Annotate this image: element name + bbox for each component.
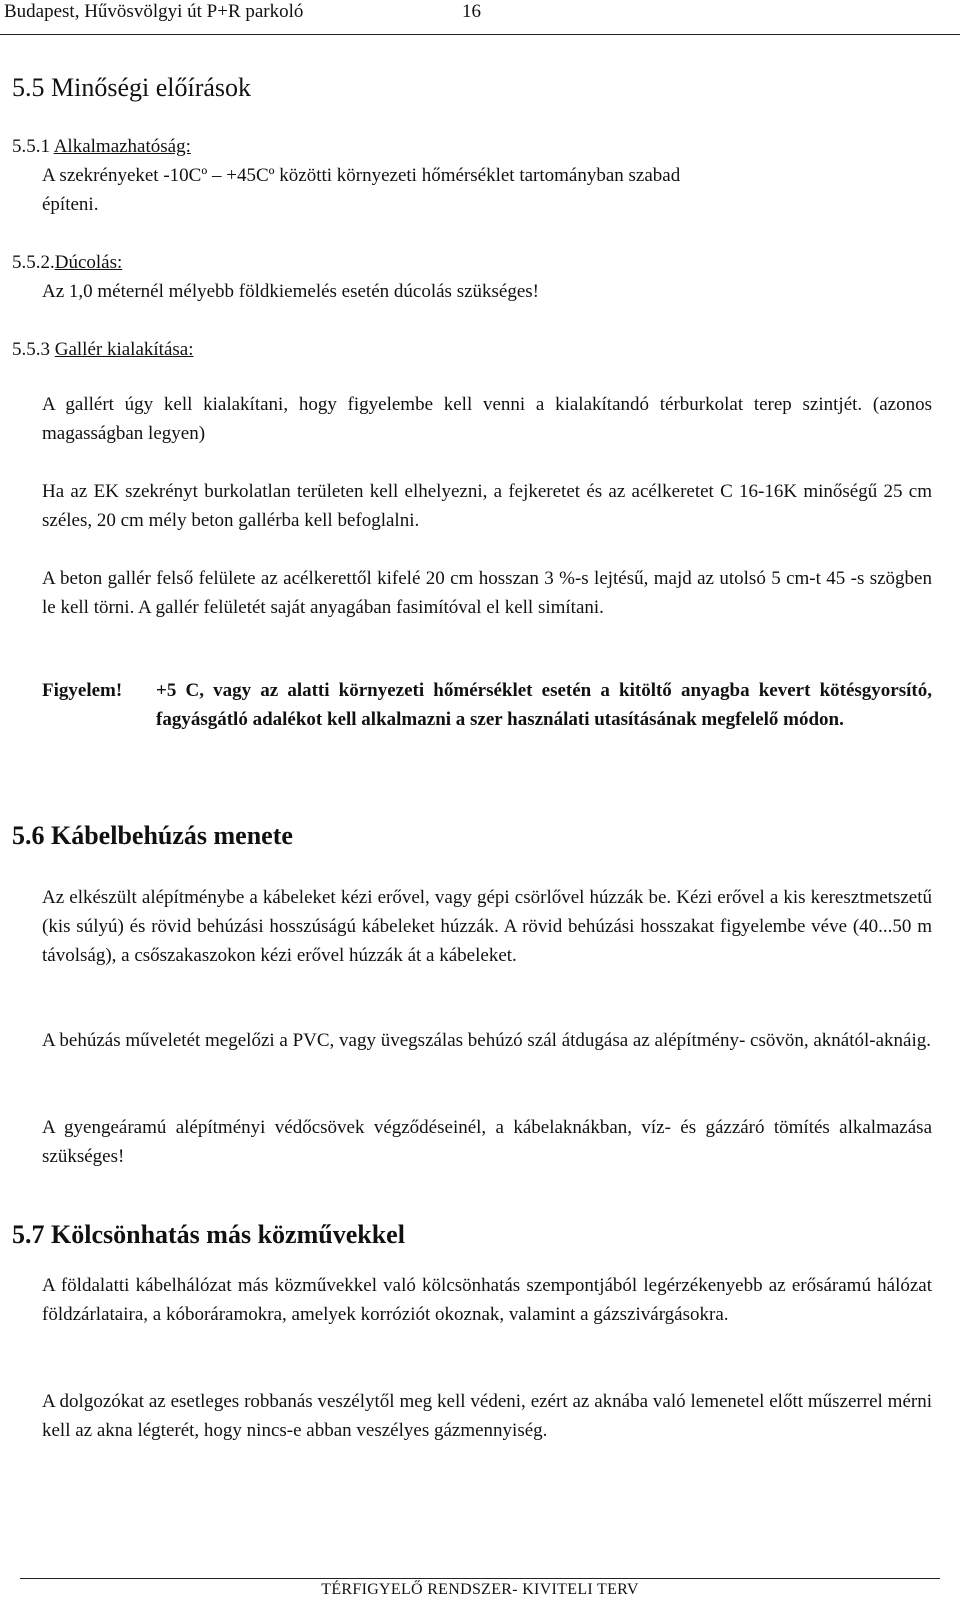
subsection-heading-5-5-3 — [12, 335, 194, 364]
page-number: 16 — [462, 1, 481, 22]
paragraph: Ha az EK szekrényt burkolatlan területen kell elhelyezni, a fejkeretet és az acélkeretet C 16-16K minőségű 25 cm széles, 20 cm mély beton gallérba kell befoglalni. — [42, 481, 932, 531]
warning-label: Figyelem! — [42, 680, 123, 701]
section-heading-5-7: 5.7 Kölcsönhatás más közművekkel — [12, 1220, 405, 1249]
body-line: Az 1,0 méternél mélyebb földkiemelés esetén dúcolás szükséges! — [42, 281, 539, 302]
paragraph: A földalatti kábelhálózat más közművekkel való kölcsönhatás szempontjából legérzékenyebb az erősáramú hálózat földzárlataira, a kóboráramokra, amelyek korróziót okoznak, valamint a gázszivárgásokra. — [42, 1275, 932, 1325]
paragraph: A behúzás műveletét megelőzi a PVC, vagy üvegszálas behúzó szál átdugása az alépítmény- csövön, aknától-aknáig. — [42, 1030, 932, 1051]
warning-text: +5 C, vagy az alatti környezeti hőmérséklet esetén a kitöltő anyagba kevert kötésgyorsító, fagyásgátló adalékot kell alkalmazni a szer használati utasításának megfelelő módon. — [156, 680, 932, 730]
paragraph: A beton gallér felső felülete az acélkerettől kifelé 20 cm hosszan 3 %-s lejtésű, majd az utolsó 5 cm-t 45 -s szögben le kell törni. A gallér felületét saját anyagában fasimítóval el kell simítani. — [42, 568, 932, 618]
paragraph: A gallért úgy kell kialakítani, hogy figyelembe kell venni a kialakítandó térburkolat terep szintjét. (azonos magasságban legyen) — [42, 394, 932, 444]
subsection-heading-5-5-1 — [12, 132, 191, 161]
subsection-heading-5-5-2 — [12, 248, 122, 277]
section-heading-5-5: 5.5 Minőségi előírások — [12, 73, 252, 102]
subsection-number: 5.5.2. — [12, 252, 55, 273]
section-heading-5-6: 5.6 Kábelbehúzás menete — [12, 821, 293, 850]
subsection-title: Alkalmazhatóság: — [53, 136, 191, 157]
paragraph: A gyengeáramú alépítményi védőcsövek végződéseinél, a kábelaknákban, víz- és gázzáró tömítés alkalmazása szükséges! — [42, 1117, 932, 1167]
subsection-number: 5.5.1 — [12, 136, 54, 157]
body-line: A szekrényeket -10Cº – +45Cº közötti környezeti hőmérséklet tartományban szabad — [42, 165, 681, 186]
subsection-title: Gallér kialakítása: — [54, 339, 194, 360]
header-divider — [0, 34, 960, 35]
paragraph: Az elkészült alépítménybe a kábeleket kézi erővel, vagy gépi csörlővel húzzák be. Kézi erővel a kis keresztmetszetű (kis súlyú) és rövid behúzási hosszúságú kábeleket húzzák. A rövid behúzási hosszakat figyelembe véve (40...50 m távolság), a csőszakaszokon kézi erővel húzzák át a kábeleket. — [42, 887, 932, 966]
subsection-number: 5.5.3 — [12, 339, 55, 360]
paragraph: A dolgozókat az esetleges robbanás veszélytől meg kell védeni, ezért az aknába való lemenetel előtt műszerrel mérni kell az akna légterét, hogy nincs-e abban veszélyes gázmennyiség. — [42, 1391, 932, 1441]
footer-divider — [20, 1578, 940, 1579]
header-title: Budapest, Hűvösvölgyi út P+R parkoló — [4, 1, 304, 22]
body-line: építeni. — [42, 194, 99, 215]
footer-text: TÉRFIGYELŐ RENDSZER- KIVITELI TERV — [321, 1581, 639, 1598]
subsection-title: Dúcolás: — [54, 252, 123, 273]
